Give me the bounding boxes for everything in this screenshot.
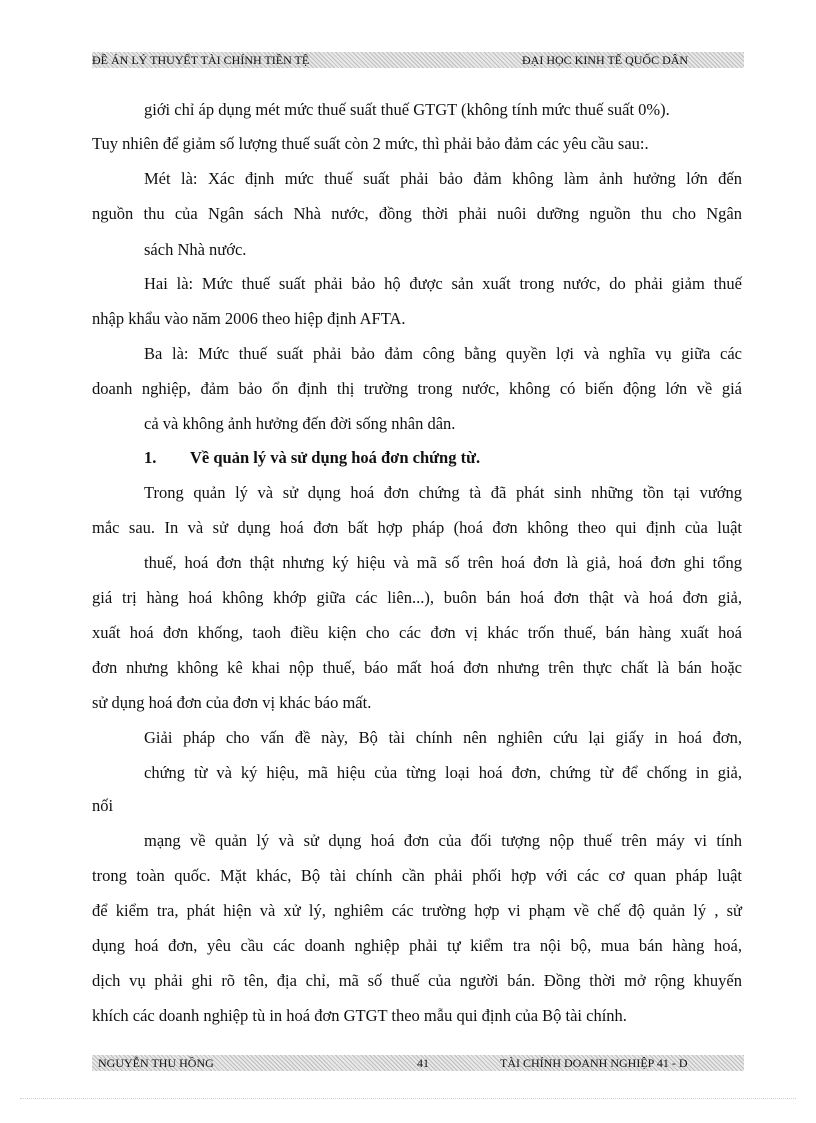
text-line: trong toàn quốc. Mặt khác, Bộ tài chính cần phải phối hợp với các cơ quan pháp luật <box>92 866 742 885</box>
text-line: nối <box>92 796 114 815</box>
footer-author: NGUYỄN THU HỒNG <box>98 1056 214 1070</box>
text-line: chứng từ và ký hiệu, mã hiệu của từng loại hoá đơn, chứng từ để chống in giả, <box>144 763 742 782</box>
text-line: giá trị hàng hoá không khớp giữa các liên...), buôn bán hoá đơn thật và hoá đơn giả, <box>92 588 742 607</box>
footer-class: TÀI CHÍNH DOANH NGHIỆP 41 - D <box>500 1056 688 1070</box>
text-line: để kiểm tra, phát hiện và xử lý, nghiêm các trường hợp vi phạm về chế độ quản lý , sử <box>92 901 742 920</box>
header-right-title: ĐẠI HỌC KINH TẾ QUỐC DÂN <box>522 53 689 67</box>
section-heading: Về quản lý và sử dụng hoá đơn chứng từ. <box>190 448 481 467</box>
text-line: Ba là: Mức thuế suất phải bảo đảm công bằng quyền lợi và nghĩa vụ giữa các <box>144 344 742 363</box>
text-line: thuế, hoá đơn thật nhưng ký hiệu và mã số trên hoá đơn là giả, hoá đơn ghi tổng <box>144 553 742 572</box>
text-line: Mét là: Xác định mức thuế suất phải bảo đảm không làm ảnh hưởng lớn đến <box>144 169 742 188</box>
footer-page-number: 41 <box>417 1056 429 1070</box>
text-line: Tuy nhiên để giảm số lượng thuế suất còn 2 mức, thì phải bảo đảm các yêu cầu sau:. <box>92 134 649 153</box>
text-line: nhập khẩu vào năm 2006 theo hiệp định AFTA. <box>92 309 406 328</box>
text-line: dụng hoá đơn, yêu cầu các doanh nghiệp phải tự kiểm tra nội bộ, mua bán hàng hoá, <box>92 936 742 955</box>
text-line: Trong quản lý và sử dụng hoá đơn chứng tà đã phát sinh những tồn tại vướng <box>144 483 742 502</box>
text-line: khích các doanh nghiệp tù in hoá đơn GTGT theo mẫu qui định của Bộ tài chính. <box>92 1006 627 1025</box>
page-bottom-divider <box>20 1098 796 1099</box>
page-footer <box>92 1055 744 1071</box>
text-line: đơn nhưng không kê khai nộp thuế, báo mất hoá đơn nhưng trên thực chất là bán hoặc <box>92 658 742 677</box>
text-line: giới chỉ áp dụng mét mức thuế suất thuế GTGT (không tính mức thuế suất 0%). <box>144 100 670 119</box>
header-left-title: ĐỀ ÁN LÝ THUYẾT TÀI CHÍNH TIỀN TỆ <box>92 53 310 67</box>
text-line: Giải pháp cho vấn đề này, Bộ tài chính nên nghiên cứu lại giấy in hoá đơn, <box>144 728 742 747</box>
text-line: mạng về quản lý và sử dụng hoá đơn của đối tượng nộp thuế trên máy vi tính <box>144 831 742 850</box>
text-line: cả và không ảnh hưởng đến đời sống nhân dân. <box>144 414 456 433</box>
text-line: nguồn thu của Ngân sách Nhà nước, đồng thời phải nuôi dưỡng nguồn thu cho Ngân <box>92 204 742 223</box>
text-line: xuất hoá đơn khống, taoh điều kiện cho các đơn vị khác trốn thuế, bán hàng xuất hoá <box>92 623 742 642</box>
text-line: mắc sau. In và sử dụng hoá đơn bất hợp pháp (hoá đơn không theo qui định của luật <box>92 518 742 537</box>
text-line: sử dụng hoá đơn của đơn vị khác báo mất. <box>92 693 372 712</box>
text-line: doanh nghiệp, đảm bảo ổn định thị trường trong nước, không có biến động lớn về giá <box>92 379 742 398</box>
section-number: 1. <box>144 448 157 467</box>
text-line: Hai là: Mức thuế suất phải bảo hộ được sản xuất trong nước, do phải giảm thuế <box>144 274 742 293</box>
text-line: sách Nhà nước. <box>144 240 247 259</box>
text-line: dịch vụ phải ghi rõ tên, địa chỉ, mã số thuế của người bán. Đồng thời mở rộng khuyến <box>92 971 742 990</box>
